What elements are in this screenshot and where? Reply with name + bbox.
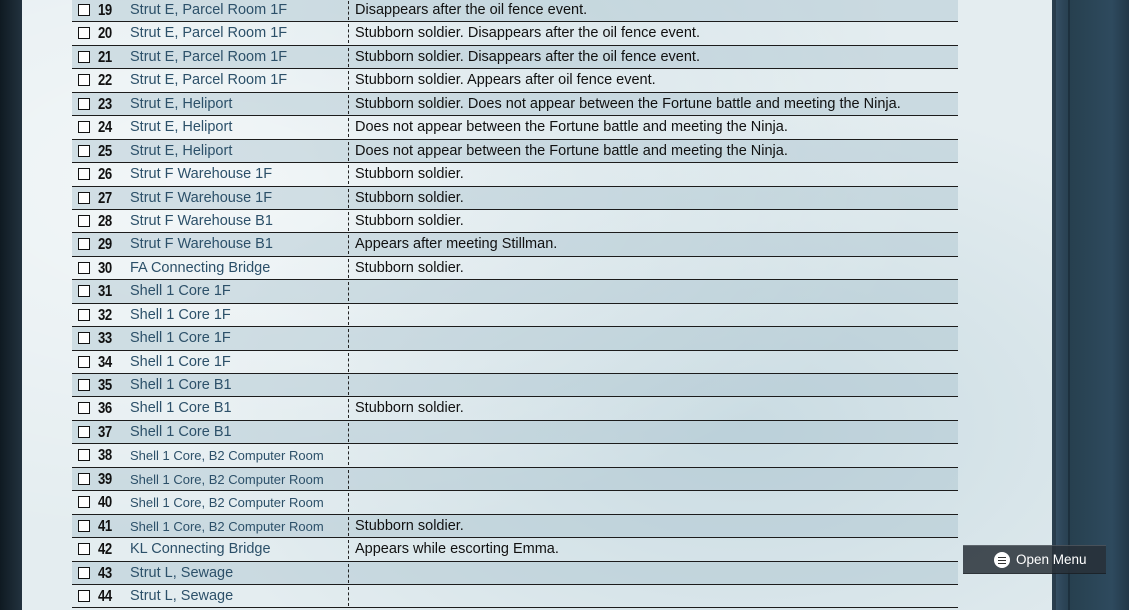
row-number: 25 xyxy=(98,142,112,160)
table-row xyxy=(72,233,958,256)
row-checkbox[interactable] xyxy=(78,238,90,250)
table-row xyxy=(72,585,958,608)
column-separator xyxy=(348,540,349,559)
row-note: Stubborn soldier. xyxy=(355,189,464,206)
row-checkbox[interactable] xyxy=(78,567,90,579)
column-separator xyxy=(348,259,349,278)
row-number: 29 xyxy=(98,236,112,254)
column-separator xyxy=(348,564,349,583)
column-separator xyxy=(348,24,349,43)
row-number: 37 xyxy=(98,423,112,441)
row-checkbox[interactable] xyxy=(78,379,90,391)
row-number: 19 xyxy=(98,2,112,19)
table-row xyxy=(72,374,958,397)
row-note: Stubborn soldier. Disappears after the oil fence event. xyxy=(355,25,700,42)
row-checkbox[interactable] xyxy=(78,402,90,414)
row-location: Strut F Warehouse B1 xyxy=(130,236,273,253)
row-number: 28 xyxy=(98,212,112,230)
table-row xyxy=(72,421,958,444)
row-number: 43 xyxy=(98,564,112,582)
row-location: Strut F Warehouse 1F xyxy=(130,166,273,183)
row-number: 40 xyxy=(98,494,112,512)
row-number: 20 xyxy=(98,25,112,43)
row-number: 33 xyxy=(98,330,112,348)
row-checkbox[interactable] xyxy=(78,168,90,180)
column-separator xyxy=(348,353,349,372)
row-checkbox[interactable] xyxy=(78,426,90,438)
table-row xyxy=(72,46,958,69)
row-checkbox[interactable] xyxy=(78,332,90,344)
row-location: Shell 1 Core 1F xyxy=(130,353,231,370)
table-row xyxy=(72,22,958,45)
row-location: Shell 1 Core, B2 Computer Room xyxy=(130,448,324,464)
row-location: FA Connecting Bridge xyxy=(130,259,271,276)
row-checkbox[interactable] xyxy=(78,309,90,321)
binding-line xyxy=(1068,0,1070,610)
table-row xyxy=(72,327,958,350)
row-number: 32 xyxy=(98,306,112,324)
column-separator xyxy=(348,517,349,536)
row-checkbox[interactable] xyxy=(78,51,90,63)
table-row xyxy=(72,140,958,163)
row-location: Shell 1 Core, B2 Computer Room xyxy=(130,471,324,487)
row-location: Strut E, Parcel Room 1F xyxy=(130,2,288,18)
column-separator xyxy=(348,212,349,231)
row-checkbox[interactable] xyxy=(78,590,90,602)
row-number: 34 xyxy=(98,353,112,371)
row-location: Strut F Warehouse B1 xyxy=(130,212,273,229)
row-location: Strut E, Parcel Room 1F xyxy=(130,72,288,89)
row-number: 42 xyxy=(98,541,112,559)
row-location: Shell 1 Core B1 xyxy=(130,377,232,393)
row-checkbox[interactable] xyxy=(78,496,90,508)
column-separator xyxy=(348,329,349,348)
column-separator xyxy=(348,1,349,20)
column-separator xyxy=(348,189,349,208)
row-number: 41 xyxy=(98,517,112,535)
table-row xyxy=(72,257,958,280)
row-note: Appears after meeting Stillman. xyxy=(355,236,558,253)
column-separator xyxy=(348,282,349,301)
column-separator xyxy=(348,48,349,67)
row-note: Appears while escorting Emma. xyxy=(355,541,559,558)
table-row xyxy=(72,116,958,139)
table-row xyxy=(72,515,958,538)
row-checkbox[interactable] xyxy=(78,543,90,555)
row-number: 31 xyxy=(98,283,112,301)
row-checkbox[interactable] xyxy=(78,4,90,16)
row-checkbox[interactable] xyxy=(78,121,90,133)
row-checkbox[interactable] xyxy=(78,520,90,532)
row-location: Strut E, Parcel Room 1F xyxy=(130,25,288,42)
row-location: Strut L, Sewage xyxy=(130,564,234,581)
row-location: KL Connecting Bridge xyxy=(130,541,271,558)
row-checkbox[interactable] xyxy=(78,192,90,204)
table-row xyxy=(72,280,958,303)
table-row xyxy=(72,538,958,561)
column-separator xyxy=(348,376,349,395)
row-number: 24 xyxy=(98,119,112,137)
row-note: Stubborn soldier. xyxy=(355,517,464,534)
row-checkbox[interactable] xyxy=(78,285,90,297)
row-checkbox[interactable] xyxy=(78,74,90,86)
checklist-table xyxy=(72,0,958,608)
table-row xyxy=(72,93,958,116)
table-row xyxy=(72,187,958,210)
row-location: Shell 1 Core 1F xyxy=(130,306,231,323)
row-number: 36 xyxy=(98,400,112,418)
row-number: 38 xyxy=(98,447,112,465)
row-location: Shell 1 Core 1F xyxy=(130,330,231,347)
column-separator xyxy=(348,235,349,254)
row-number: 23 xyxy=(98,95,112,113)
table-row xyxy=(72,397,958,420)
binding-shadow xyxy=(1052,0,1056,610)
column-separator xyxy=(348,423,349,442)
row-location: Strut E, Parcel Room 1F xyxy=(130,48,288,65)
row-note: Stubborn soldier. Appears after oil fence event. xyxy=(355,72,656,89)
row-note: Stubborn soldier. Does not appear between the Fortune battle and meeting the Ninja. xyxy=(355,95,901,112)
row-location: Shell 1 Core 1F xyxy=(130,283,231,300)
row-location: Strut L, Sewage xyxy=(130,587,234,604)
table-row xyxy=(72,0,958,22)
row-note: Stubborn soldier. Disappears after the oil fence event. xyxy=(355,48,700,65)
row-number: 39 xyxy=(98,470,112,488)
column-separator xyxy=(348,142,349,161)
column-separator xyxy=(348,493,349,512)
table-row xyxy=(72,351,958,374)
row-number: 22 xyxy=(98,72,112,90)
row-checkbox[interactable] xyxy=(78,449,90,461)
table-row xyxy=(72,69,958,92)
row-location: Shell 1 Core B1 xyxy=(130,400,232,417)
column-separator xyxy=(348,470,349,489)
row-location: Strut E, Heliport xyxy=(130,119,233,136)
row-number: 30 xyxy=(98,259,112,277)
table-row xyxy=(72,163,958,186)
table-row xyxy=(72,304,958,327)
column-separator xyxy=(348,587,349,606)
column-separator xyxy=(348,165,349,184)
table-row xyxy=(72,491,958,514)
row-location: Strut E, Heliport xyxy=(130,142,233,159)
row-location: Shell 1 Core, B2 Computer Room xyxy=(130,518,324,534)
column-separator xyxy=(348,118,349,137)
left-page-edge xyxy=(0,0,22,610)
row-number: 27 xyxy=(98,189,112,207)
row-checkbox[interactable] xyxy=(78,98,90,110)
row-note: Disappears after the oil fence event. xyxy=(355,2,588,18)
row-location: Strut E, Heliport xyxy=(130,95,233,112)
row-number: 35 xyxy=(98,377,112,394)
row-note: Does not appear between the Fortune battle and meeting the Ninja. xyxy=(355,119,788,136)
row-location: Shell 1 Core B1 xyxy=(130,423,232,440)
open-menu-button[interactable] xyxy=(963,545,1106,574)
table-row xyxy=(72,562,958,585)
row-number: 21 xyxy=(98,48,112,66)
row-number: 26 xyxy=(98,166,112,184)
column-separator xyxy=(348,95,349,114)
column-separator xyxy=(348,399,349,418)
row-checkbox[interactable] xyxy=(78,473,90,485)
row-note: Does not appear between the Fortune battle and meeting the Ninja. xyxy=(355,142,788,159)
row-checkbox[interactable] xyxy=(78,356,90,368)
book-binding xyxy=(1052,0,1129,610)
row-note: Stubborn soldier. xyxy=(355,212,464,229)
row-checkbox[interactable] xyxy=(78,27,90,39)
column-separator xyxy=(348,71,349,90)
column-separator xyxy=(348,446,349,465)
menu-icon xyxy=(994,552,1010,568)
table-row xyxy=(72,210,958,233)
row-number: 44 xyxy=(98,587,112,605)
row-checkbox[interactable] xyxy=(78,145,90,157)
row-checkbox[interactable] xyxy=(78,215,90,227)
row-location: Shell 1 Core, B2 Computer Room xyxy=(130,495,324,511)
row-note: Stubborn soldier. xyxy=(355,166,464,183)
row-location: Strut F Warehouse 1F xyxy=(130,189,273,206)
row-checkbox[interactable] xyxy=(78,262,90,274)
table-row xyxy=(72,444,958,467)
open-menu-label: Open Menu xyxy=(1016,552,1087,567)
column-separator xyxy=(348,306,349,325)
row-note: Stubborn soldier. xyxy=(355,259,464,276)
table-row xyxy=(72,468,958,491)
row-note: Stubborn soldier. xyxy=(355,400,464,417)
